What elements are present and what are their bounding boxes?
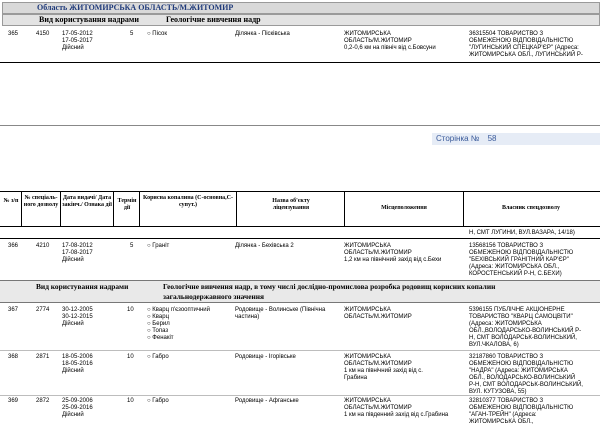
- permit-dates: 17-05-2012 17-05-2017 Дійсний: [62, 31, 93, 51]
- location: ЖИТОМИРСЬКА ОБЛАСТЬ/М.ЖИТОМИР 1,2 км на північний захід від с.Бехи: [344, 243, 442, 263]
- mineral: ○ Граніт: [147, 243, 170, 249]
- page-label: Сторінка №: [436, 134, 480, 143]
- permit-dates: 30-12-2005 30-12-2015 Дійсний: [62, 307, 93, 327]
- object-name: Родовище - Волинське (Північна частина): [235, 307, 326, 320]
- header-permit: № спеціаль-ного дозволу: [23, 195, 59, 208]
- use-type-value: Геологічне вивчення надр: [166, 15, 261, 24]
- location: ЖИТОМИРСЬКА ОБЛАСТЬ/М.ЖИТОМИР 0,2-0,6 км на північ від с.Бовсуни: [344, 31, 436, 51]
- circle-icon: ○: [147, 354, 151, 360]
- object-name: Родовище - Афганське: [235, 398, 299, 404]
- permit-dates: 25-09-2006 25-09-2016 Дійсний: [62, 398, 93, 418]
- permit-dates: 18-05-2006 18-05-2016 Дійсний: [62, 354, 93, 374]
- header-object: Назва об'єкту ліцензування: [272, 198, 310, 211]
- header-term: Термін дії: [117, 198, 137, 211]
- mineral: ○ Пісок: [147, 31, 167, 37]
- permit-term: 10: [127, 354, 134, 360]
- circle-icon: ○: [147, 321, 151, 327]
- header-dates: Дата видачі/ Дата закінч./ Ознака дії: [62, 195, 112, 208]
- circle-icon: ○: [147, 335, 151, 341]
- location: ЖИТОМИРСЬКА ОБЛАСТЬ/М.ЖИТОМИР 1 км на північний захід від с. Грабина: [344, 354, 423, 381]
- row-number: 368: [8, 354, 19, 360]
- header-location: Місцеположення: [381, 205, 427, 211]
- circle-icon: ○: [147, 243, 151, 249]
- circle-icon: ○: [147, 314, 151, 320]
- use-type-label: Вид користування надрами: [39, 15, 139, 24]
- location: ЖИТОМИРСЬКА ОБЛАСТЬ/М.ЖИТОМИР: [344, 307, 412, 320]
- circle-icon: ○: [147, 328, 151, 334]
- permit-dates: 17-08-2012 17-08-2017 Дійсний: [62, 243, 93, 263]
- use-type-value-cont: загальнодержавного значення: [163, 292, 265, 301]
- permit-term: 5: [130, 243, 134, 249]
- use-type-value: Геологічне вивчення надр, в тому числі дослідно-промислова розробка родовищ корисних копалин: [163, 282, 496, 291]
- row-number: 366: [8, 243, 19, 249]
- page-number: 58: [487, 134, 497, 143]
- object-name: Ділянка - Пісківська: [235, 31, 290, 37]
- page-indicator: [432, 133, 600, 145]
- mineral: ○ Габро: [147, 398, 169, 404]
- owner: 13568156 ТОВАРИСТВО З ОБМЕЖЕНОЮ ВІДПОВІДАЛЬНІСТЮ "БЕХІВСЬКИЙ ГРАНІТНИЙ КАР'ЄР" (Адреса: ЖИТОМИРСЬКА ОБЛ., КОРОСТЕНСЬКИЙ Р-Н, С.БЕХИ): [469, 243, 574, 277]
- header-mineral: Корисна копалина (С-основна,С-супут.): [143, 195, 233, 208]
- circle-icon: ○: [147, 307, 151, 313]
- region-bar: [2, 2, 600, 14]
- permit-number: 4150: [36, 31, 50, 37]
- owner-continuation: Н, СМТ ЛУГИНИ, ВУЛ.ВАЗАРА, 14/18): [469, 230, 575, 236]
- object-name: Родовище - Ігорівське: [235, 354, 296, 360]
- permit-term: 10: [127, 307, 134, 313]
- circle-icon: ○: [147, 398, 151, 404]
- owner: 32187860 ТОВАРИСТВО З ОБМЕЖЕНОЮ ВІДПОВІДАЛЬНІСТЮ "НАДРА" (Адреса: ЖИТОМИРСЬКА ОБЛ., ВОЛОДАРСЬКО-ВОЛИНСЬКИЙ Р-Н, СМТ ВОЛОДАРСЬК-ВОЛИНСЬКИЙ, ВУЛ. КУТУЗОВА, 55): [469, 354, 583, 395]
- divider: [0, 350, 600, 351]
- mineral: ○ Габро: [147, 354, 169, 360]
- permit-number: 4210: [36, 243, 50, 249]
- permit-number: 2871: [36, 354, 50, 360]
- divider: [0, 62, 600, 63]
- object-name: Ділянка - Бехівська 2: [235, 243, 294, 249]
- owner: 5396155 ПУБЛІЧНЕ АКЦІОНЕРНЕ ТОВАРИСТВО "КВАРЦ САМОЦВІТИ" (Адреса: ЖИТОМИРСЬКА ОБЛ.,ВОЛОДАРСЬКО-ВОЛИНСЬКИЙ Р- Н, СМТ ВОЛОДАРСЬК-ВОЛИНСЬКИЙ, ВУЛ.ЧКАЛОВА, 6): [469, 307, 582, 348]
- permit-number: 2872: [36, 398, 50, 404]
- use-type-bar-section2: [0, 280, 600, 303]
- owner: 32810377 ТОВАРИСТВО З ОБМЕЖЕНОЮ ВІДПОВІДАЛЬНІСТЮ "АГАН-ТРЕЙН" (Адреса: ЖИТОМИРСЬКА ОБЛ.,: [469, 398, 574, 425]
- use-type-label: Вид користування надрами: [36, 282, 129, 291]
- divider: [0, 395, 600, 396]
- mineral-list: ○ Кварц п'єзооптичний ○ Кварц ○ Берил ○ Топаз ○ Фенакіт: [147, 307, 210, 341]
- use-type-bar-top: [2, 14, 600, 26]
- region-title: Область ЖИТОМИРСЬКА ОБЛАСТЬ/М.ЖИТОМИР: [37, 3, 234, 12]
- row-number: 369: [8, 398, 19, 404]
- page-divider: [0, 125, 600, 126]
- header-no: № з/п: [3, 198, 19, 204]
- circle-icon: ○: [147, 31, 151, 37]
- permit-term: 5: [130, 31, 134, 37]
- divider: [0, 238, 600, 239]
- location: ЖИТОМИРСЬКА ОБЛАСТЬ/М.ЖИТОМИР 1 км на південний захід від с.Грабина: [344, 398, 449, 418]
- row-number: 367: [8, 307, 19, 313]
- permit-number: 2774: [36, 307, 50, 313]
- owner: 36315504 ТОВАРИСТВО З ОБМЕЖЕНОЮ ВІДПОВІДАЛЬНІСТЮ "ЛУГИНСЬКИЙ СПЕЦКАР'ЄР" (Адреса: ЖИТОМИРСЬКА ОБЛ., ЛУГИНСЬКИЙ Р-: [469, 31, 583, 58]
- permit-term: 10: [127, 398, 134, 404]
- header-owner: Власник спецдозволу: [501, 205, 561, 211]
- row-number: 365: [8, 31, 19, 37]
